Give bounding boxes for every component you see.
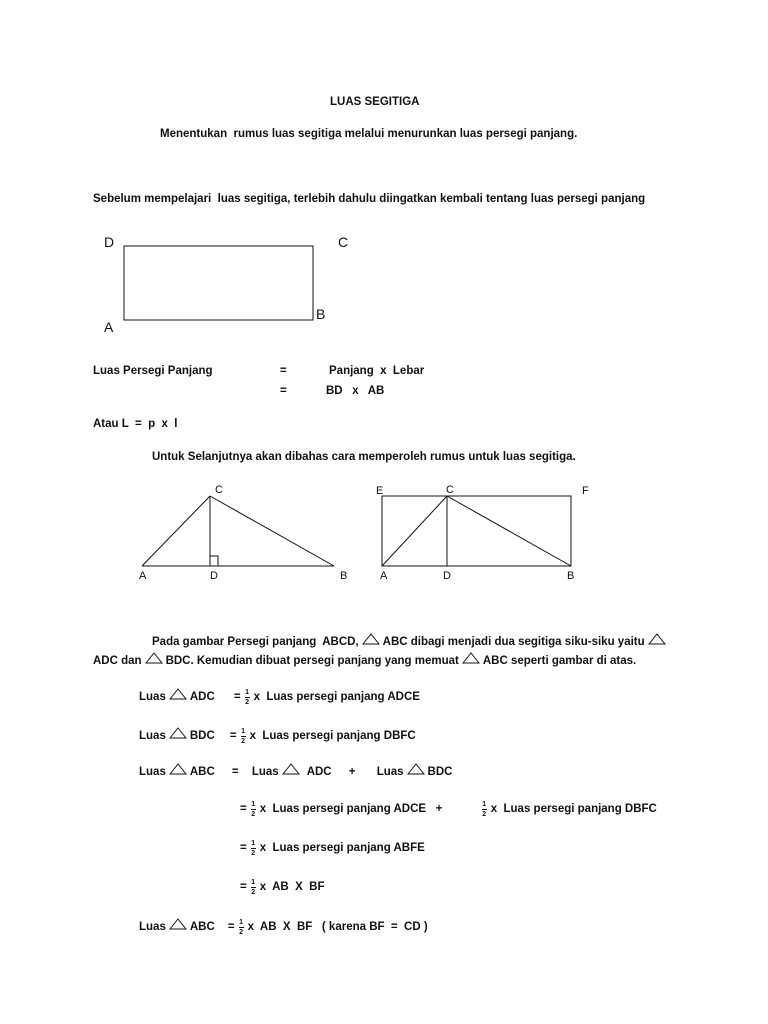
triangle-icon — [169, 763, 187, 775]
text: ABC seperti gambar di atas. — [482, 655, 637, 667]
equals: = — [229, 730, 237, 742]
text: ADC — [189, 691, 215, 703]
area-formula-2: BD x AB — [326, 385, 385, 397]
equation-abc-sum — [139, 762, 452, 782]
equation-step-2 — [240, 838, 425, 858]
label-e: E — [376, 485, 384, 497]
numerator: 1 — [241, 727, 246, 735]
equals: = — [240, 881, 247, 893]
label-c: C — [446, 484, 454, 496]
fraction-half — [239, 919, 244, 936]
area-rect-label: Luas Persegi Panjang — [93, 365, 213, 377]
triangle-icon — [169, 688, 187, 700]
text: BDC. Kemudian dibuat persegi panjang yang memuat — [165, 655, 459, 667]
triangle-abc — [142, 496, 334, 566]
label-c: C — [215, 484, 223, 496]
denominator: 2 — [251, 888, 256, 896]
label-b: B — [340, 570, 348, 582]
label-d: D — [443, 570, 451, 582]
equals: = — [280, 385, 287, 397]
label-a: A — [104, 319, 114, 335]
denominator: 2 — [251, 810, 256, 818]
denominator: 2 — [239, 928, 244, 936]
equation-adc — [139, 687, 420, 707]
triangle-icon — [145, 652, 163, 664]
text: x Luas persegi panjang ADCE + — [259, 803, 443, 815]
text: Luas — [139, 691, 166, 703]
text: Luas — [139, 921, 166, 933]
text: Luas — [139, 730, 166, 742]
subtitle: Menentukan rumus luas segitiga melalui menurunkan luas persegi panjang. — [160, 128, 578, 140]
fraction-half — [245, 689, 250, 706]
text: x Luas persegi panjang DBFC — [490, 803, 657, 815]
denominator: 2 — [241, 737, 246, 745]
equals: = — [240, 803, 247, 815]
denominator: 2 — [245, 698, 250, 706]
intro-text: Sebelum mempelajari luas segitiga, terlebih dahulu diingatkan kembali tentang luas persegi panjang — [93, 193, 646, 205]
triangle-icon — [169, 727, 187, 739]
triangle-icon — [362, 633, 380, 645]
equation-step-1 — [240, 799, 657, 819]
triangle-icon — [462, 652, 480, 664]
fraction-half — [482, 801, 487, 818]
numerator: 1 — [245, 688, 250, 696]
plus: + — [348, 766, 356, 778]
equals: = — [233, 691, 241, 703]
text: ADC — [306, 766, 332, 778]
right-angle-marker — [210, 556, 218, 566]
text: Pada gambar Persegi panjang ABCD, — [152, 636, 359, 648]
text: x AB X BF — [259, 881, 325, 893]
numerator: 1 — [239, 918, 244, 926]
triangle-icon — [282, 763, 300, 775]
text: Luas — [376, 766, 404, 778]
denominator: 2 — [482, 810, 487, 818]
label-b: B — [567, 570, 575, 582]
text: BDC — [427, 766, 453, 778]
text: ABC — [189, 766, 215, 778]
next-text: Untuk Selanjutnya akan dibahas cara memperoleh rumus untuk luas segitiga. — [152, 451, 576, 463]
equation-step-3 — [240, 877, 324, 897]
text: x Luas persegi panjang ABFE — [259, 842, 425, 854]
atau-formula: Atau L = p x l — [93, 418, 178, 430]
rectangle-abcd — [124, 246, 313, 320]
text: ABC — [189, 921, 215, 933]
numerator: 1 — [251, 878, 256, 886]
label-a: A — [380, 570, 388, 582]
denominator: 2 — [251, 849, 256, 857]
equals: = — [227, 921, 235, 933]
label-d: D — [104, 234, 115, 250]
fraction-half — [251, 840, 256, 857]
equals: = — [240, 842, 247, 854]
text: x Luas persegi panjang ADCE — [253, 691, 420, 703]
label-a: A — [139, 570, 147, 582]
numerator: 1 — [482, 800, 487, 808]
text: ADC dan — [93, 655, 142, 667]
triangle-icon — [169, 918, 187, 930]
text: x Luas persegi panjang DBFC — [249, 730, 416, 742]
equals: = — [280, 365, 287, 377]
label-c: C — [338, 234, 349, 250]
fraction-half — [251, 801, 256, 818]
label-d: D — [210, 570, 218, 582]
label-b: B — [316, 306, 326, 322]
equation-bdc — [139, 726, 416, 746]
equation-final — [139, 917, 428, 937]
triangle-icon — [648, 633, 666, 645]
page-title: LUAS SEGITIGA — [330, 96, 420, 108]
text: ABC dibagi menjadi dua segitiga siku-siku yaitu — [382, 636, 645, 648]
label-f: F — [582, 485, 589, 497]
triangle-icon — [407, 763, 425, 775]
text: x AB X BF ( karena BF = CD ) — [247, 921, 428, 933]
fraction-half — [241, 728, 246, 745]
fraction-half — [251, 879, 256, 896]
text: Luas — [251, 766, 279, 778]
triangle-in-rectangle — [382, 496, 571, 566]
area-formula: Panjang x Lebar — [329, 365, 425, 377]
equals: = — [231, 766, 239, 778]
text: BDC — [189, 730, 215, 742]
numerator: 1 — [251, 839, 256, 847]
text: Luas — [139, 766, 166, 778]
numerator: 1 — [251, 800, 256, 808]
paragraph-line-2 — [93, 651, 636, 671]
paragraph-line-1 — [152, 632, 669, 652]
